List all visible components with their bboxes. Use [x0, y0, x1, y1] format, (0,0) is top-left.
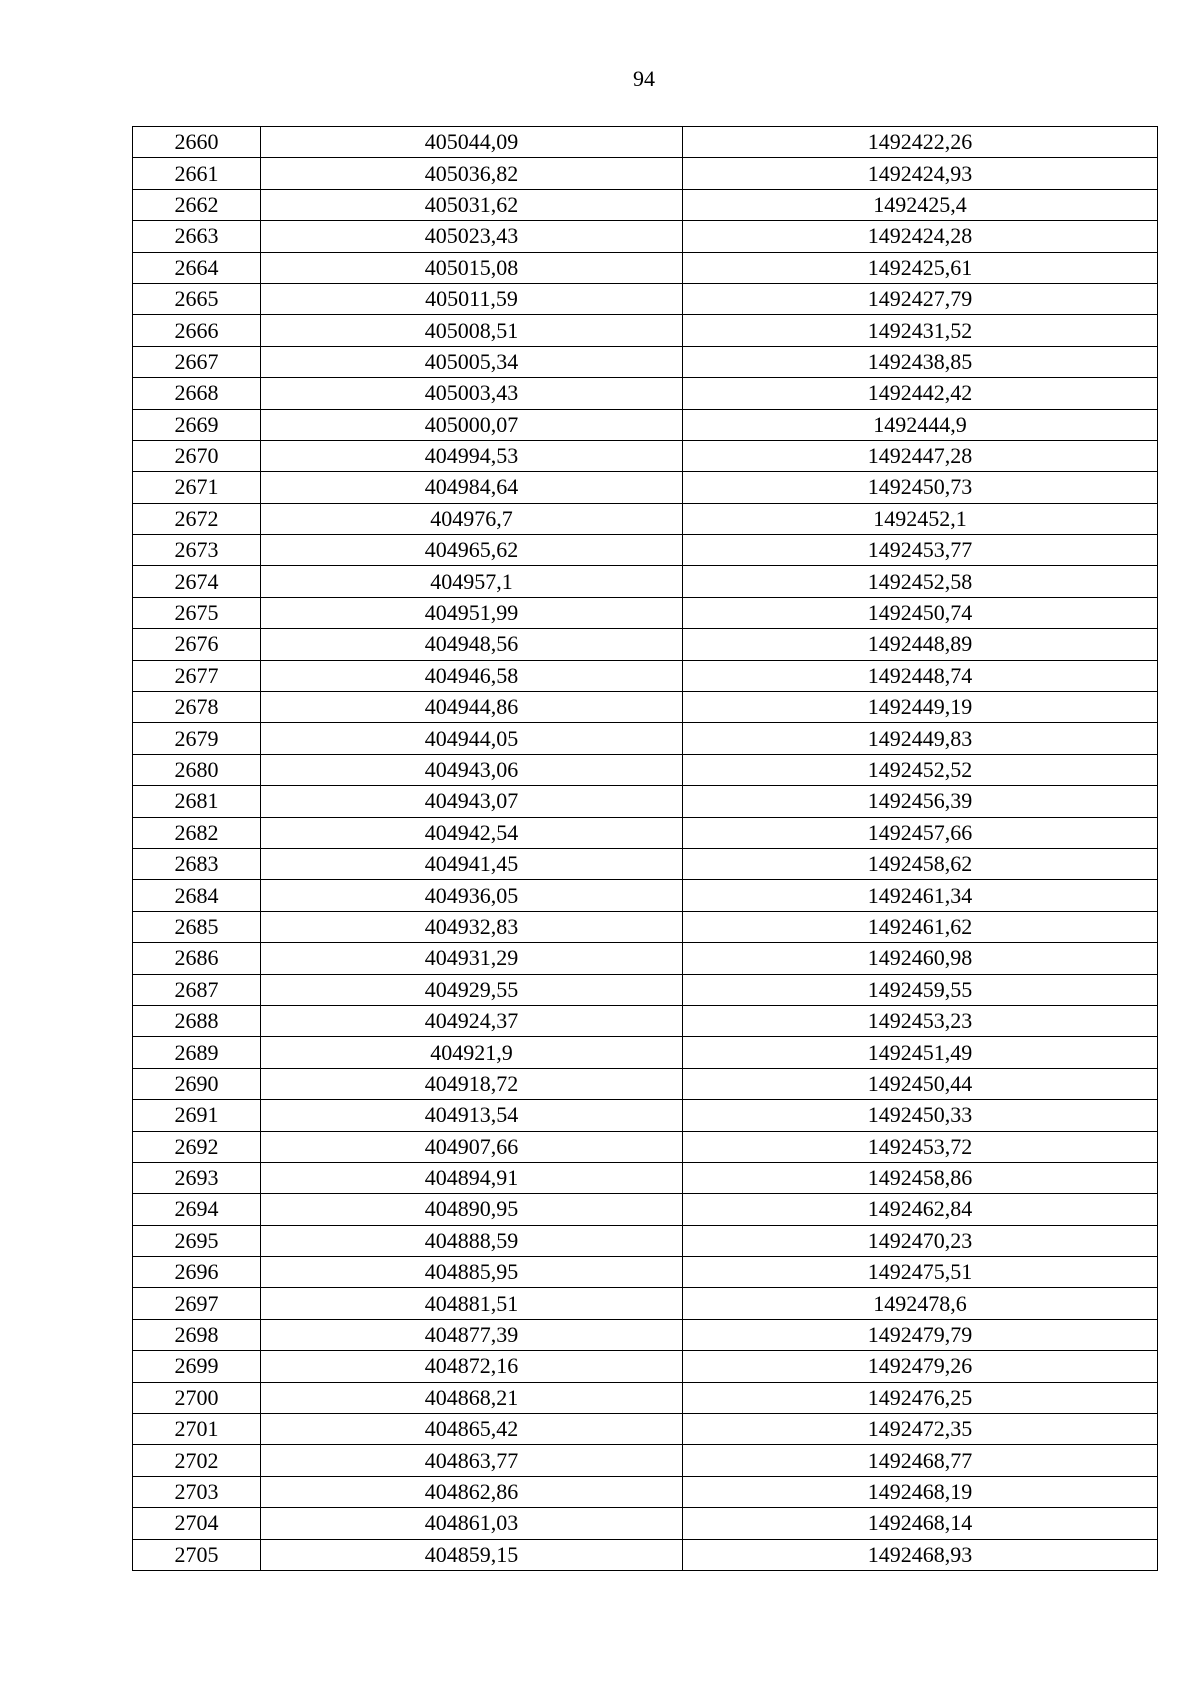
x-coordinate-cell: 404951,99	[261, 597, 683, 628]
x-coordinate-cell: 405000,07	[261, 409, 683, 440]
x-coordinate-cell: 404924,37	[261, 1005, 683, 1036]
table-row	[133, 535, 1158, 566]
table-row	[133, 158, 1158, 189]
point-number-cell: 2682	[133, 817, 261, 848]
table-row	[133, 629, 1158, 660]
x-coordinate-cell: 404907,66	[261, 1131, 683, 1162]
point-number-cell: 2698	[133, 1319, 261, 1350]
x-coordinate-cell: 405011,59	[261, 283, 683, 314]
y-coordinate-cell: 1492431,52	[683, 315, 1158, 346]
point-number-cell: 2704	[133, 1508, 261, 1539]
y-coordinate-cell: 1492476,25	[683, 1382, 1158, 1413]
x-coordinate-cell: 404943,07	[261, 786, 683, 817]
y-coordinate-cell: 1492424,93	[683, 158, 1158, 189]
y-coordinate-cell: 1492468,93	[683, 1539, 1158, 1570]
y-coordinate-cell: 1492453,72	[683, 1131, 1158, 1162]
y-coordinate-cell: 1492475,51	[683, 1257, 1158, 1288]
y-coordinate-cell: 1492461,34	[683, 880, 1158, 911]
x-coordinate-cell: 405015,08	[261, 252, 683, 283]
y-coordinate-cell: 1492468,19	[683, 1476, 1158, 1507]
x-coordinate-cell: 404942,54	[261, 817, 683, 848]
x-coordinate-cell: 404931,29	[261, 943, 683, 974]
y-coordinate-cell: 1492459,55	[683, 974, 1158, 1005]
table-row	[133, 189, 1158, 220]
point-number-cell: 2678	[133, 692, 261, 723]
point-number-cell: 2703	[133, 1476, 261, 1507]
point-number-cell: 2702	[133, 1445, 261, 1476]
table-row	[133, 566, 1158, 597]
x-coordinate-cell: 404976,7	[261, 503, 683, 534]
table-row	[133, 817, 1158, 848]
table-row	[133, 754, 1158, 785]
point-number-cell: 2685	[133, 911, 261, 942]
y-coordinate-cell: 1492479,26	[683, 1351, 1158, 1382]
y-coordinate-cell: 1492452,1	[683, 503, 1158, 534]
point-number-cell: 2690	[133, 1068, 261, 1099]
point-number-cell: 2687	[133, 974, 261, 1005]
y-coordinate-cell: 1492453,23	[683, 1005, 1158, 1036]
point-number-cell: 2660	[133, 127, 261, 158]
y-coordinate-cell: 1492444,9	[683, 409, 1158, 440]
point-number-cell: 2680	[133, 754, 261, 785]
coordinates-table	[132, 126, 1158, 1571]
table-row	[133, 974, 1158, 1005]
point-number-cell: 2688	[133, 1005, 261, 1036]
y-coordinate-cell: 1492479,79	[683, 1319, 1158, 1350]
table-row	[133, 1351, 1158, 1382]
y-coordinate-cell: 1492450,74	[683, 597, 1158, 628]
x-coordinate-cell: 404868,21	[261, 1382, 683, 1413]
y-coordinate-cell: 1492458,86	[683, 1162, 1158, 1193]
table-row	[133, 911, 1158, 942]
point-number-cell: 2670	[133, 440, 261, 471]
point-number-cell: 2692	[133, 1131, 261, 1162]
point-number-cell: 2671	[133, 472, 261, 503]
table-row	[133, 1539, 1158, 1570]
point-number-cell: 2686	[133, 943, 261, 974]
point-number-cell: 2683	[133, 848, 261, 879]
x-coordinate-cell: 404948,56	[261, 629, 683, 660]
x-coordinate-cell: 404913,54	[261, 1100, 683, 1131]
y-coordinate-cell: 1492450,33	[683, 1100, 1158, 1131]
table-row	[133, 1131, 1158, 1162]
y-coordinate-cell: 1492453,77	[683, 535, 1158, 566]
table-row	[133, 378, 1158, 409]
x-coordinate-cell: 405023,43	[261, 221, 683, 252]
table-row	[133, 1068, 1158, 1099]
x-coordinate-cell: 405003,43	[261, 378, 683, 409]
y-coordinate-cell: 1492451,49	[683, 1037, 1158, 1068]
table-row	[133, 1445, 1158, 1476]
table-row	[133, 440, 1158, 471]
y-coordinate-cell: 1492457,66	[683, 817, 1158, 848]
y-coordinate-cell: 1492424,28	[683, 221, 1158, 252]
x-coordinate-cell: 404941,45	[261, 848, 683, 879]
y-coordinate-cell: 1492427,79	[683, 283, 1158, 314]
y-coordinate-cell: 1492449,83	[683, 723, 1158, 754]
table-row	[133, 1414, 1158, 1445]
table-row	[133, 943, 1158, 974]
y-coordinate-cell: 1492442,42	[683, 378, 1158, 409]
table-row	[133, 315, 1158, 346]
x-coordinate-cell: 404877,39	[261, 1319, 683, 1350]
point-number-cell: 2675	[133, 597, 261, 628]
table-row	[133, 1257, 1158, 1288]
y-coordinate-cell: 1492460,98	[683, 943, 1158, 974]
x-coordinate-cell: 404890,95	[261, 1194, 683, 1225]
point-number-cell: 2700	[133, 1382, 261, 1413]
x-coordinate-cell: 405031,62	[261, 189, 683, 220]
table-row	[133, 472, 1158, 503]
point-number-cell: 2663	[133, 221, 261, 252]
table-row	[133, 346, 1158, 377]
table-row	[133, 252, 1158, 283]
point-number-cell: 2681	[133, 786, 261, 817]
y-coordinate-cell: 1492456,39	[683, 786, 1158, 817]
x-coordinate-cell: 404894,91	[261, 1162, 683, 1193]
point-number-cell: 2672	[133, 503, 261, 534]
point-number-cell: 2696	[133, 1257, 261, 1288]
x-coordinate-cell: 404859,15	[261, 1539, 683, 1570]
y-coordinate-cell: 1492438,85	[683, 346, 1158, 377]
x-coordinate-cell: 404994,53	[261, 440, 683, 471]
y-coordinate-cell: 1492452,58	[683, 566, 1158, 597]
x-coordinate-cell: 404881,51	[261, 1288, 683, 1319]
x-coordinate-cell: 404932,83	[261, 911, 683, 942]
point-number-cell: 2689	[133, 1037, 261, 1068]
table-row	[133, 723, 1158, 754]
y-coordinate-cell: 1492448,89	[683, 629, 1158, 660]
y-coordinate-cell: 1492470,23	[683, 1225, 1158, 1256]
x-coordinate-cell: 404943,06	[261, 754, 683, 785]
table-row	[133, 1508, 1158, 1539]
table-row	[133, 1225, 1158, 1256]
x-coordinate-cell: 404863,77	[261, 1445, 683, 1476]
x-coordinate-cell: 404861,03	[261, 1508, 683, 1539]
point-number-cell: 2667	[133, 346, 261, 377]
x-coordinate-cell: 404946,58	[261, 660, 683, 691]
table-row	[133, 786, 1158, 817]
point-number-cell: 2674	[133, 566, 261, 597]
y-coordinate-cell: 1492447,28	[683, 440, 1158, 471]
table-row	[133, 221, 1158, 252]
y-coordinate-cell: 1492452,52	[683, 754, 1158, 785]
point-number-cell: 2699	[133, 1351, 261, 1382]
x-coordinate-cell: 405036,82	[261, 158, 683, 189]
point-number-cell: 2666	[133, 315, 261, 346]
y-coordinate-cell: 1492468,77	[683, 1445, 1158, 1476]
x-coordinate-cell: 404965,62	[261, 535, 683, 566]
x-coordinate-cell: 404957,1	[261, 566, 683, 597]
table-row	[133, 848, 1158, 879]
coordinates-table-body	[133, 127, 1158, 1571]
table-row	[133, 1288, 1158, 1319]
table-row	[133, 503, 1158, 534]
table-row	[133, 409, 1158, 440]
x-coordinate-cell: 405008,51	[261, 315, 683, 346]
x-coordinate-cell: 404862,86	[261, 1476, 683, 1507]
point-number-cell: 2693	[133, 1162, 261, 1193]
x-coordinate-cell: 404921,9	[261, 1037, 683, 1068]
point-number-cell: 2705	[133, 1539, 261, 1570]
y-coordinate-cell: 1492462,84	[683, 1194, 1158, 1225]
table-row	[133, 880, 1158, 911]
y-coordinate-cell: 1492450,44	[683, 1068, 1158, 1099]
table-row	[133, 660, 1158, 691]
point-number-cell: 2694	[133, 1194, 261, 1225]
y-coordinate-cell: 1492478,6	[683, 1288, 1158, 1319]
table-row	[133, 1162, 1158, 1193]
x-coordinate-cell: 405044,09	[261, 127, 683, 158]
point-number-cell: 2673	[133, 535, 261, 566]
table-row	[133, 1005, 1158, 1036]
point-number-cell: 2669	[133, 409, 261, 440]
y-coordinate-cell: 1492448,74	[683, 660, 1158, 691]
table-row	[133, 692, 1158, 723]
x-coordinate-cell: 404885,95	[261, 1257, 683, 1288]
point-number-cell: 2691	[133, 1100, 261, 1131]
table-row	[133, 1476, 1158, 1507]
table-row	[133, 127, 1158, 158]
y-coordinate-cell: 1492422,26	[683, 127, 1158, 158]
x-coordinate-cell: 405005,34	[261, 346, 683, 377]
x-coordinate-cell: 404936,05	[261, 880, 683, 911]
table-row	[133, 1194, 1158, 1225]
x-coordinate-cell: 404872,16	[261, 1351, 683, 1382]
x-coordinate-cell: 404944,86	[261, 692, 683, 723]
x-coordinate-cell: 404888,59	[261, 1225, 683, 1256]
point-number-cell: 2661	[133, 158, 261, 189]
y-coordinate-cell: 1492472,35	[683, 1414, 1158, 1445]
table-row	[133, 1382, 1158, 1413]
point-number-cell: 2695	[133, 1225, 261, 1256]
table-row	[133, 1037, 1158, 1068]
page-number: 94	[633, 66, 655, 91]
table-row	[133, 283, 1158, 314]
table-row	[133, 1319, 1158, 1350]
x-coordinate-cell: 404984,64	[261, 472, 683, 503]
point-number-cell: 2701	[133, 1414, 261, 1445]
point-number-cell: 2677	[133, 660, 261, 691]
y-coordinate-cell: 1492449,19	[683, 692, 1158, 723]
x-coordinate-cell: 404944,05	[261, 723, 683, 754]
table-row	[133, 597, 1158, 628]
point-number-cell: 2684	[133, 880, 261, 911]
y-coordinate-cell: 1492468,14	[683, 1508, 1158, 1539]
point-number-cell: 2697	[133, 1288, 261, 1319]
point-number-cell: 2662	[133, 189, 261, 220]
point-number-cell: 2668	[133, 378, 261, 409]
y-coordinate-cell: 1492461,62	[683, 911, 1158, 942]
point-number-cell: 2679	[133, 723, 261, 754]
point-number-cell: 2665	[133, 283, 261, 314]
point-number-cell: 2676	[133, 629, 261, 660]
y-coordinate-cell: 1492450,73	[683, 472, 1158, 503]
x-coordinate-cell: 404918,72	[261, 1068, 683, 1099]
x-coordinate-cell: 404929,55	[261, 974, 683, 1005]
y-coordinate-cell: 1492458,62	[683, 848, 1158, 879]
x-coordinate-cell: 404865,42	[261, 1414, 683, 1445]
y-coordinate-cell: 1492425,61	[683, 252, 1158, 283]
y-coordinate-cell: 1492425,4	[683, 189, 1158, 220]
table-row	[133, 1100, 1158, 1131]
point-number-cell: 2664	[133, 252, 261, 283]
